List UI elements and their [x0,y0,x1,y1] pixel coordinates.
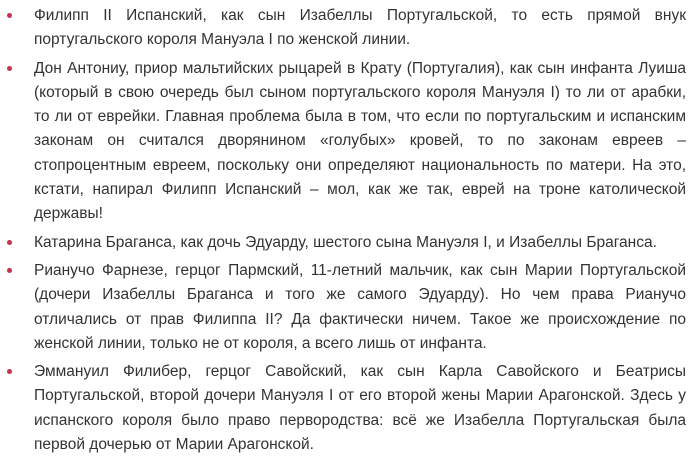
bullet-icon [7,66,12,71]
bullet-icon [7,268,12,273]
list-item [0,57,686,227]
list-item [0,259,686,356]
list-item-text: Катарина Браганса, как дочь Эдуарду, шестого сына Мануэля I, и Изабеллы Браганса. [34,233,657,251]
bullet-icon [7,13,12,18]
bullet-icon [7,240,12,245]
bullet-icon [7,369,12,374]
list-item-text: Филипп II Испанский, как сын Изабеллы Португальской, то есть прямой внук португальского короля Мануэла I по женской линии. [34,7,686,49]
list-item [0,4,686,53]
list-item [0,360,686,457]
list-item-text: Дон Антониу, приор мальтийских рыцарей в Крату (Португалия), как сын инфанта Луиша (который в свою очередь был сыном португальского короля Мануэля I) то ли от арабки, то ли от еврейки. Главная проблема была в том, что если по португальским и испанским законам он считался дворянином «голубых» кровей, то по законам евреев – стопроцентным евреем, поскольку они определяют национальность по матери. На это, кстати, напирал Филипп Испанский – мол, как же так, еврей на троне католической державы! [34,59,686,223]
bullet-list [0,4,686,457]
list-item-text: Рианучо Фарнезе, герцог Пармский, 11-летний мальчик, как сын Марии Португальской (дочери Изабеллы Браганса и того же самого Эдуарду). Но чем права Рианучо отличались от прав Филиппа II? Да фактически ничем. Такое же происхождение по женской линии, только не от короля, а всего лишь от инфанта. [34,261,686,352]
list-item [0,231,686,255]
list-item-text: Эммануил Филибер, герцог Савойский, как сын Карла Савойского и Беатрисы Португальской, второй дочери Мануэля I от его второй жены Марии Арагонской. Здесь у испанского короля было право первородства: всё же Изабелла Португальская была первой дочерью от Марии Арагонской. [34,363,686,454]
